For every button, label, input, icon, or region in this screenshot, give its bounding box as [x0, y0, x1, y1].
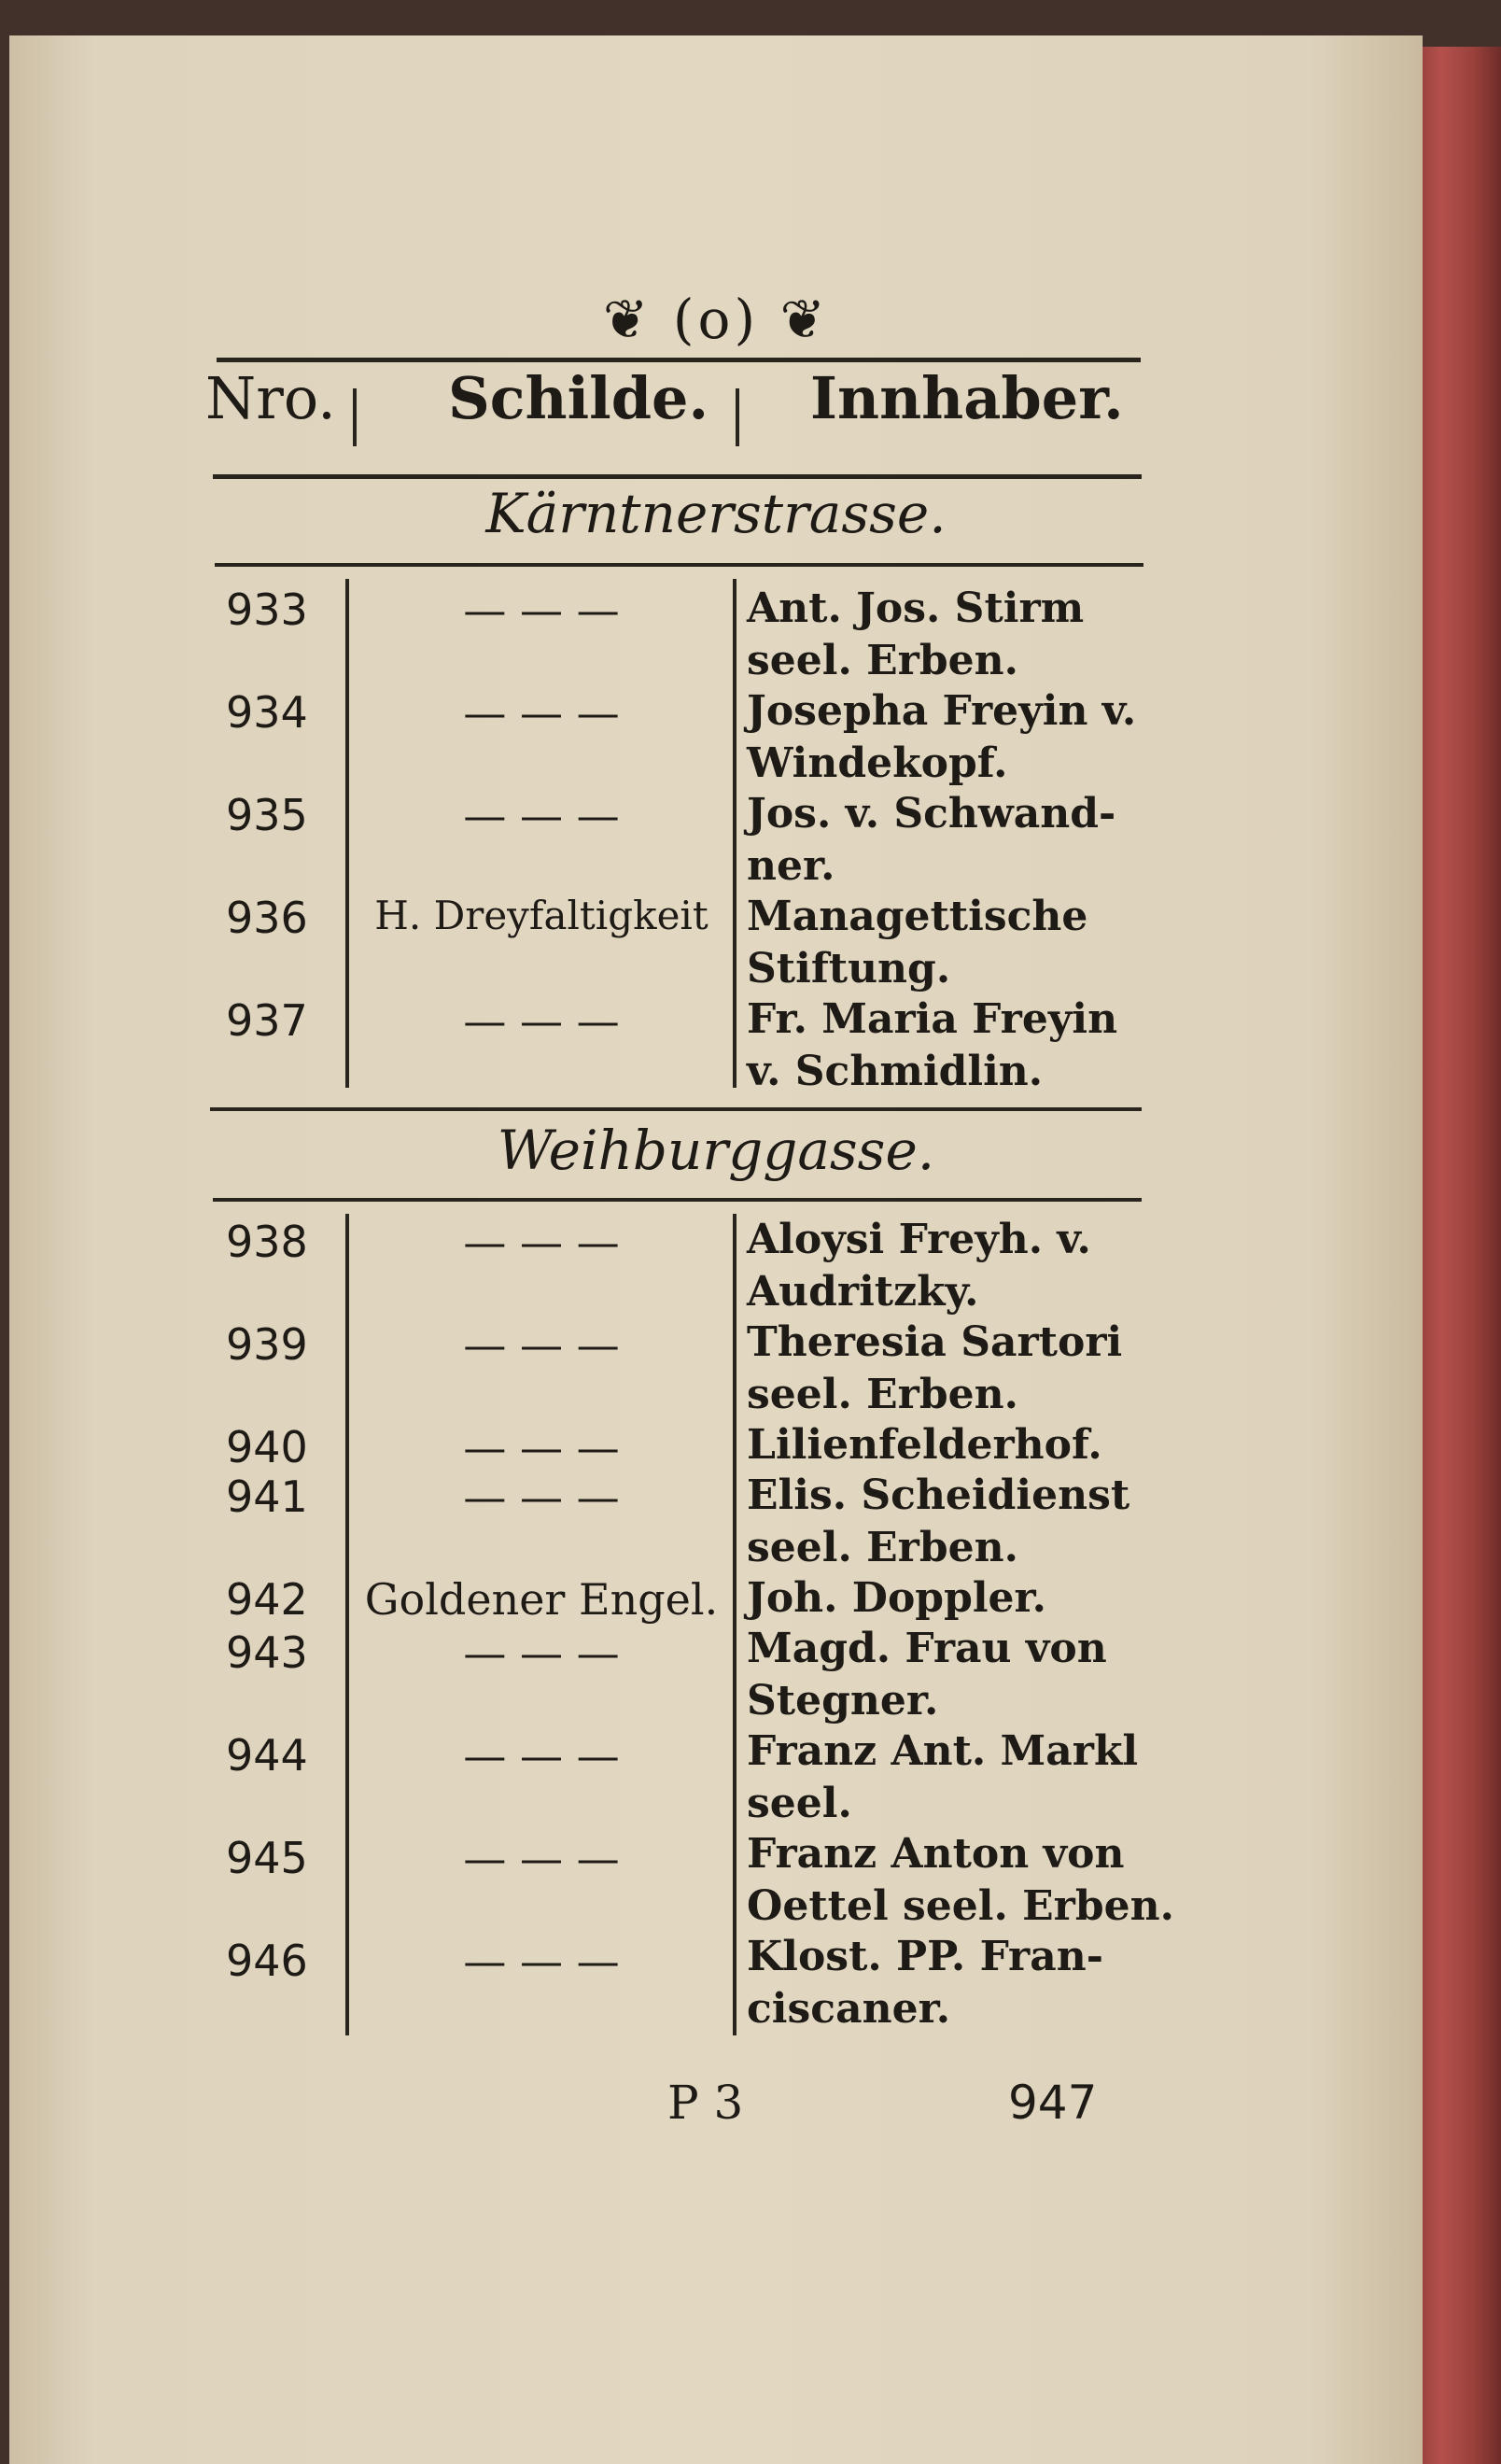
row-sign: — — — [463, 1936, 620, 1986]
row-owner: Josepha Freyin v. Windekopf. [747, 687, 1137, 787]
row-sign: — — — [463, 1730, 620, 1781]
row-number: 938 [226, 1217, 308, 1267]
row-number: 933 [226, 584, 308, 635]
row-owner: Klost. PP. Fran- ciscaner. [747, 1933, 1103, 2033]
row-owner: Managettische Stiftung. [747, 893, 1088, 993]
header-rule-top [217, 358, 1141, 362]
header-rule-bottom [213, 474, 1142, 479]
street-heading: Weihburggasse. [497, 1119, 935, 1182]
column-header-innhaber: Innhaber. [810, 364, 1124, 432]
row-number: 946 [226, 1936, 308, 1986]
page-edge [1410, 47, 1501, 2464]
row-number: 941 [226, 1471, 308, 1522]
row-sign: — — — [463, 1319, 620, 1370]
column-divider [733, 579, 736, 1088]
row-sign: H. Dreyfaltigkeit [374, 893, 708, 938]
row-owner: Aloysi Freyh. v. Audritzky. [747, 1216, 1091, 1316]
ornament-right-icon: ❦ [759, 288, 830, 351]
column-divider [353, 388, 357, 446]
row-owner: Franz Ant. Markl seel. [747, 1727, 1139, 1827]
row-sign: — — — [463, 1833, 620, 1883]
row-sign: — — — [463, 995, 620, 1046]
column-header-schilde: Schilde. [448, 364, 709, 432]
row-number: 945 [226, 1833, 308, 1883]
row-sign: — — — [463, 584, 620, 635]
row-owner: Franz Anton von Oettel seel. Erben. [747, 1830, 1174, 1930]
street-heading: Kärntnerstrasse. [485, 482, 947, 545]
page-header [9, 288, 1423, 351]
signature-mark: P 3 [667, 2076, 744, 2130]
row-sign: — — — [463, 1471, 620, 1522]
row-owner: Fr. Maria Freyin v. Schmidlin. [747, 995, 1118, 1095]
row-owner: Magd. Frau von Stegner. [747, 1625, 1107, 1725]
section-rule [215, 563, 1143, 567]
row-sign: — — — [463, 1422, 620, 1472]
row-number: 936 [226, 893, 308, 943]
row-number: 934 [226, 687, 308, 738]
row-sign: Goldener Engel. [364, 1574, 719, 1625]
row-number: 943 [226, 1627, 308, 1678]
row-number: 944 [226, 1730, 308, 1781]
page-number: (o) [672, 288, 760, 351]
catchword: 947 [1008, 2076, 1098, 2130]
row-owner: Ant. Jos. Stirm seel. Erben. [747, 584, 1085, 684]
row-number: 939 [226, 1319, 308, 1370]
column-divider [345, 579, 349, 1088]
row-owner: Theresia Sartori seel. Erben. [747, 1318, 1123, 1418]
row-sign: — — — [463, 1627, 620, 1678]
row-sign: — — — [463, 687, 620, 738]
page [9, 35, 1423, 2464]
section-rule [213, 1198, 1142, 1202]
column-header-nro: Nro. [205, 364, 336, 432]
row-number: 940 [226, 1422, 308, 1472]
row-number: 935 [226, 790, 308, 840]
column-divider [736, 388, 739, 446]
row-owner: Lilienfelderhof. [747, 1421, 1102, 1469]
row-owner: Jos. v. Schwand- ner. [747, 790, 1116, 890]
row-owner: Elis. Scheidienst seel. Erben. [747, 1471, 1130, 1571]
row-sign: — — — [463, 790, 620, 840]
row-sign: — — — [463, 1217, 620, 1267]
section-rule [210, 1107, 1142, 1111]
row-owner: Joh. Doppler. [747, 1574, 1046, 1622]
column-divider [733, 1214, 736, 2035]
column-divider [345, 1214, 349, 2035]
row-number: 937 [226, 995, 308, 1046]
ornament-left-icon: ❦ [602, 288, 673, 351]
row-number: 942 [226, 1574, 308, 1625]
